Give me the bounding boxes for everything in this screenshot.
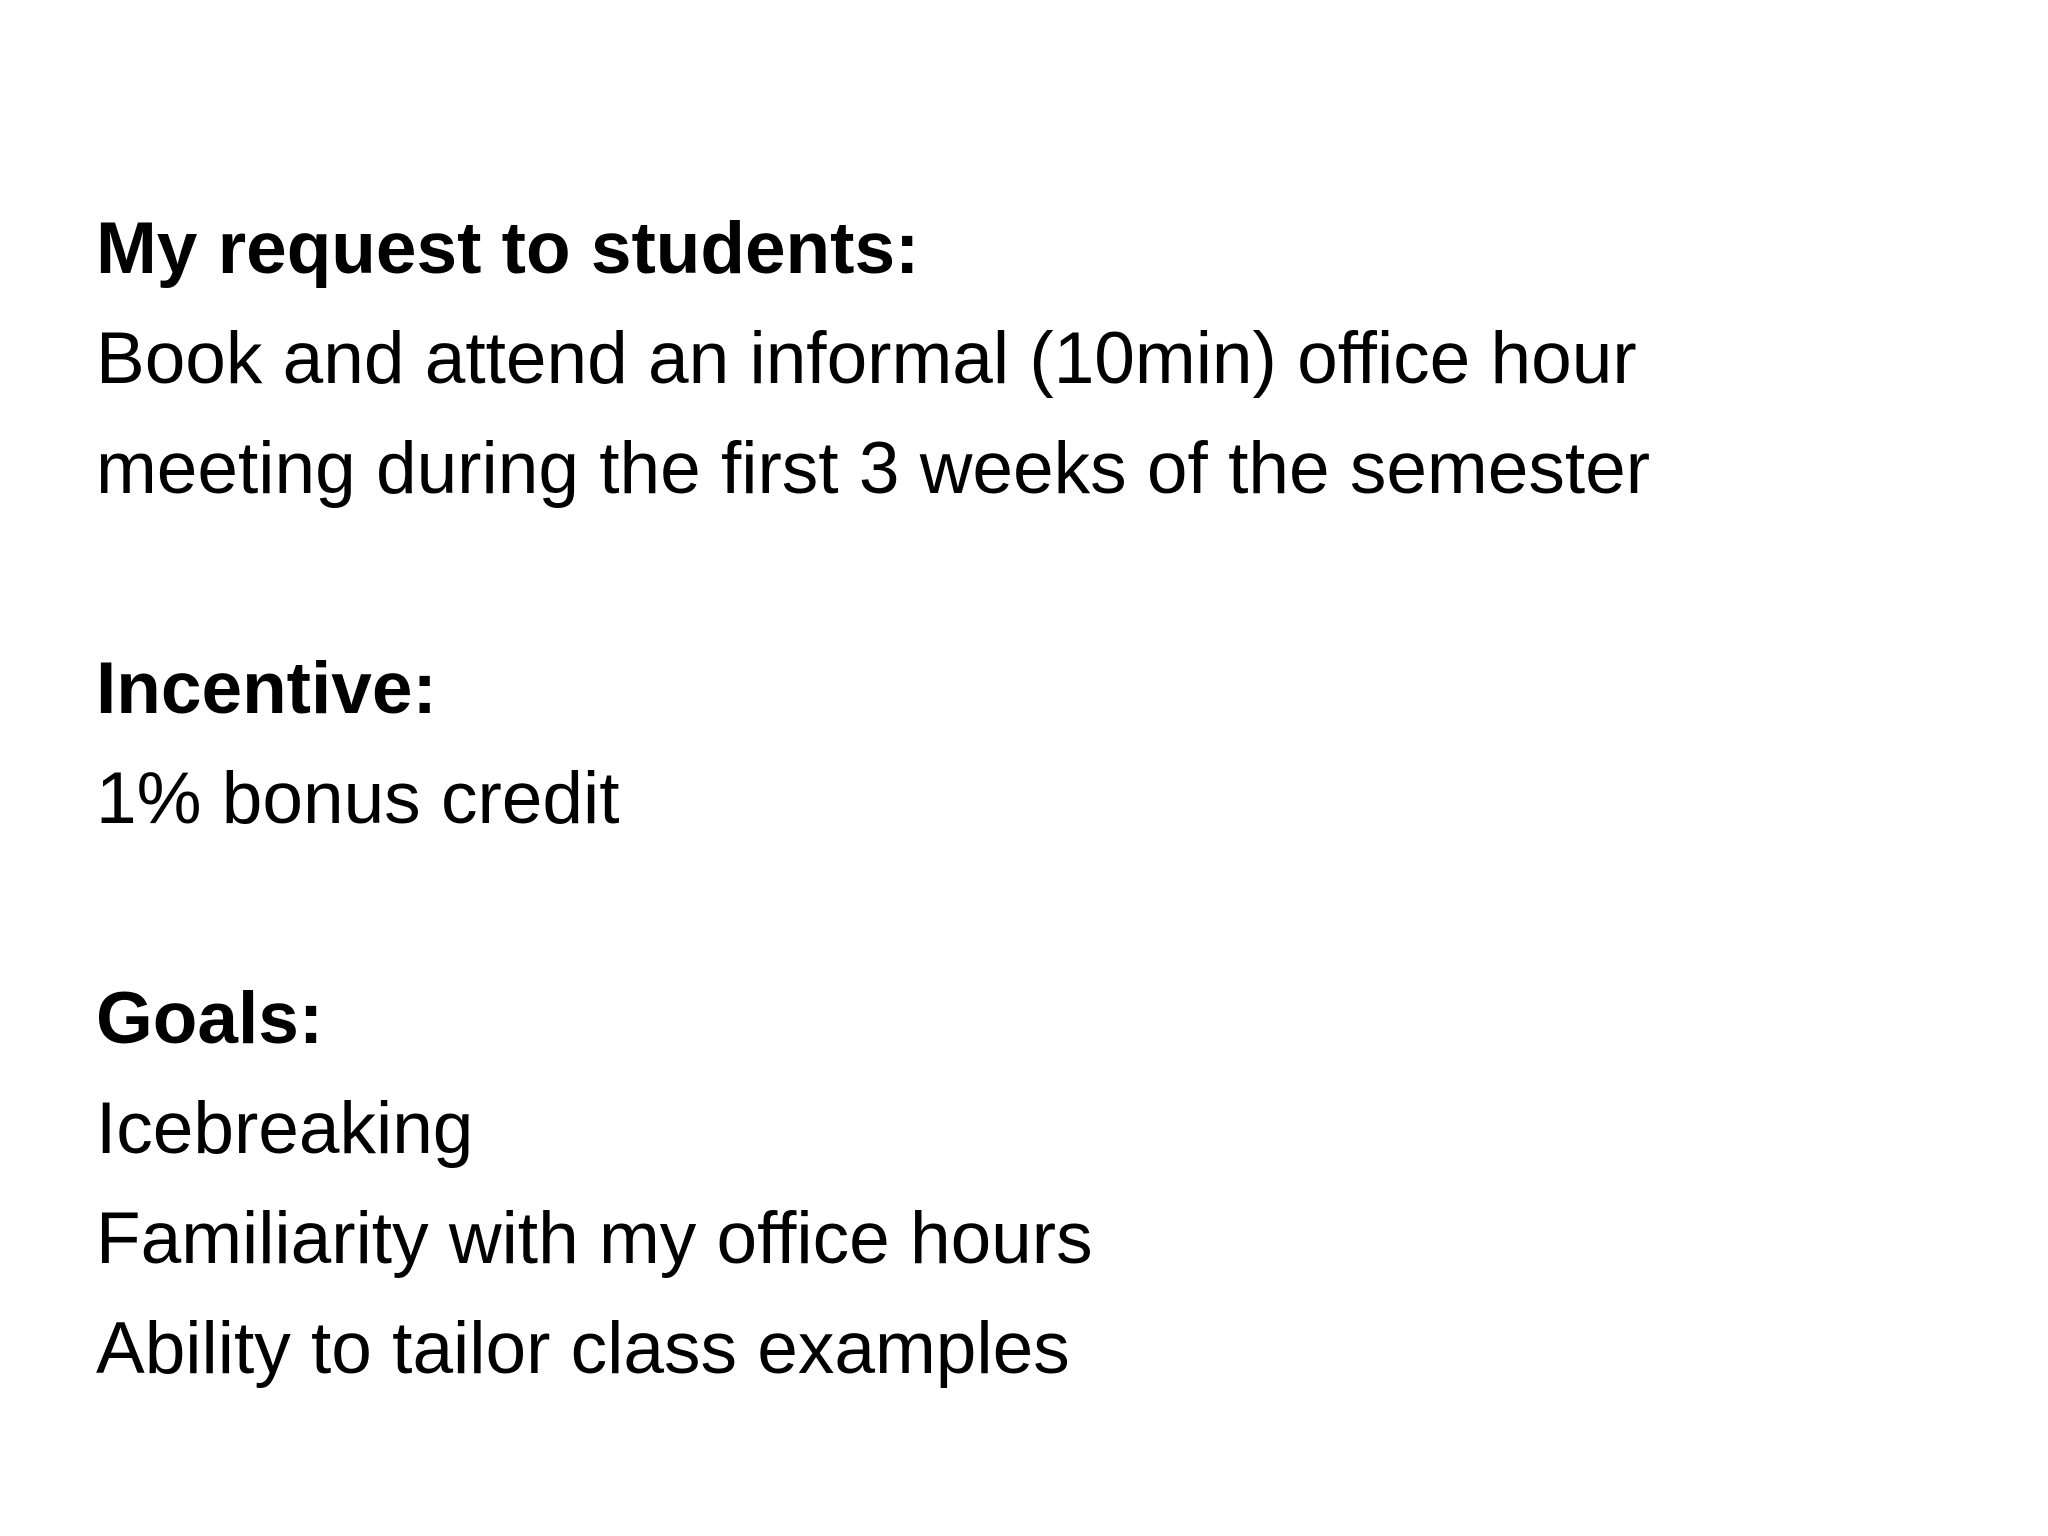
- goals-section: [96, 964, 1996, 1404]
- incentive-section: [96, 634, 1996, 854]
- request-heading: My request to students:: [96, 208, 920, 289]
- incentive-heading: Incentive:: [96, 648, 437, 729]
- goals-heading: Goals:: [96, 978, 324, 1059]
- goal-item: Icebreaking: [96, 1088, 474, 1169]
- goal-item: Ability to tailor class examples: [96, 1308, 1070, 1389]
- request-line: meeting during the first 3 weeks of the semester: [96, 428, 1651, 509]
- request-line: Book and attend an informal (10min) office hour: [96, 318, 1637, 399]
- goal-item: Familiarity with my office hours: [96, 1198, 1093, 1279]
- incentive-line: 1% bonus credit: [96, 758, 620, 839]
- request-section: [96, 194, 1996, 524]
- slide-content: [96, 194, 1996, 1404]
